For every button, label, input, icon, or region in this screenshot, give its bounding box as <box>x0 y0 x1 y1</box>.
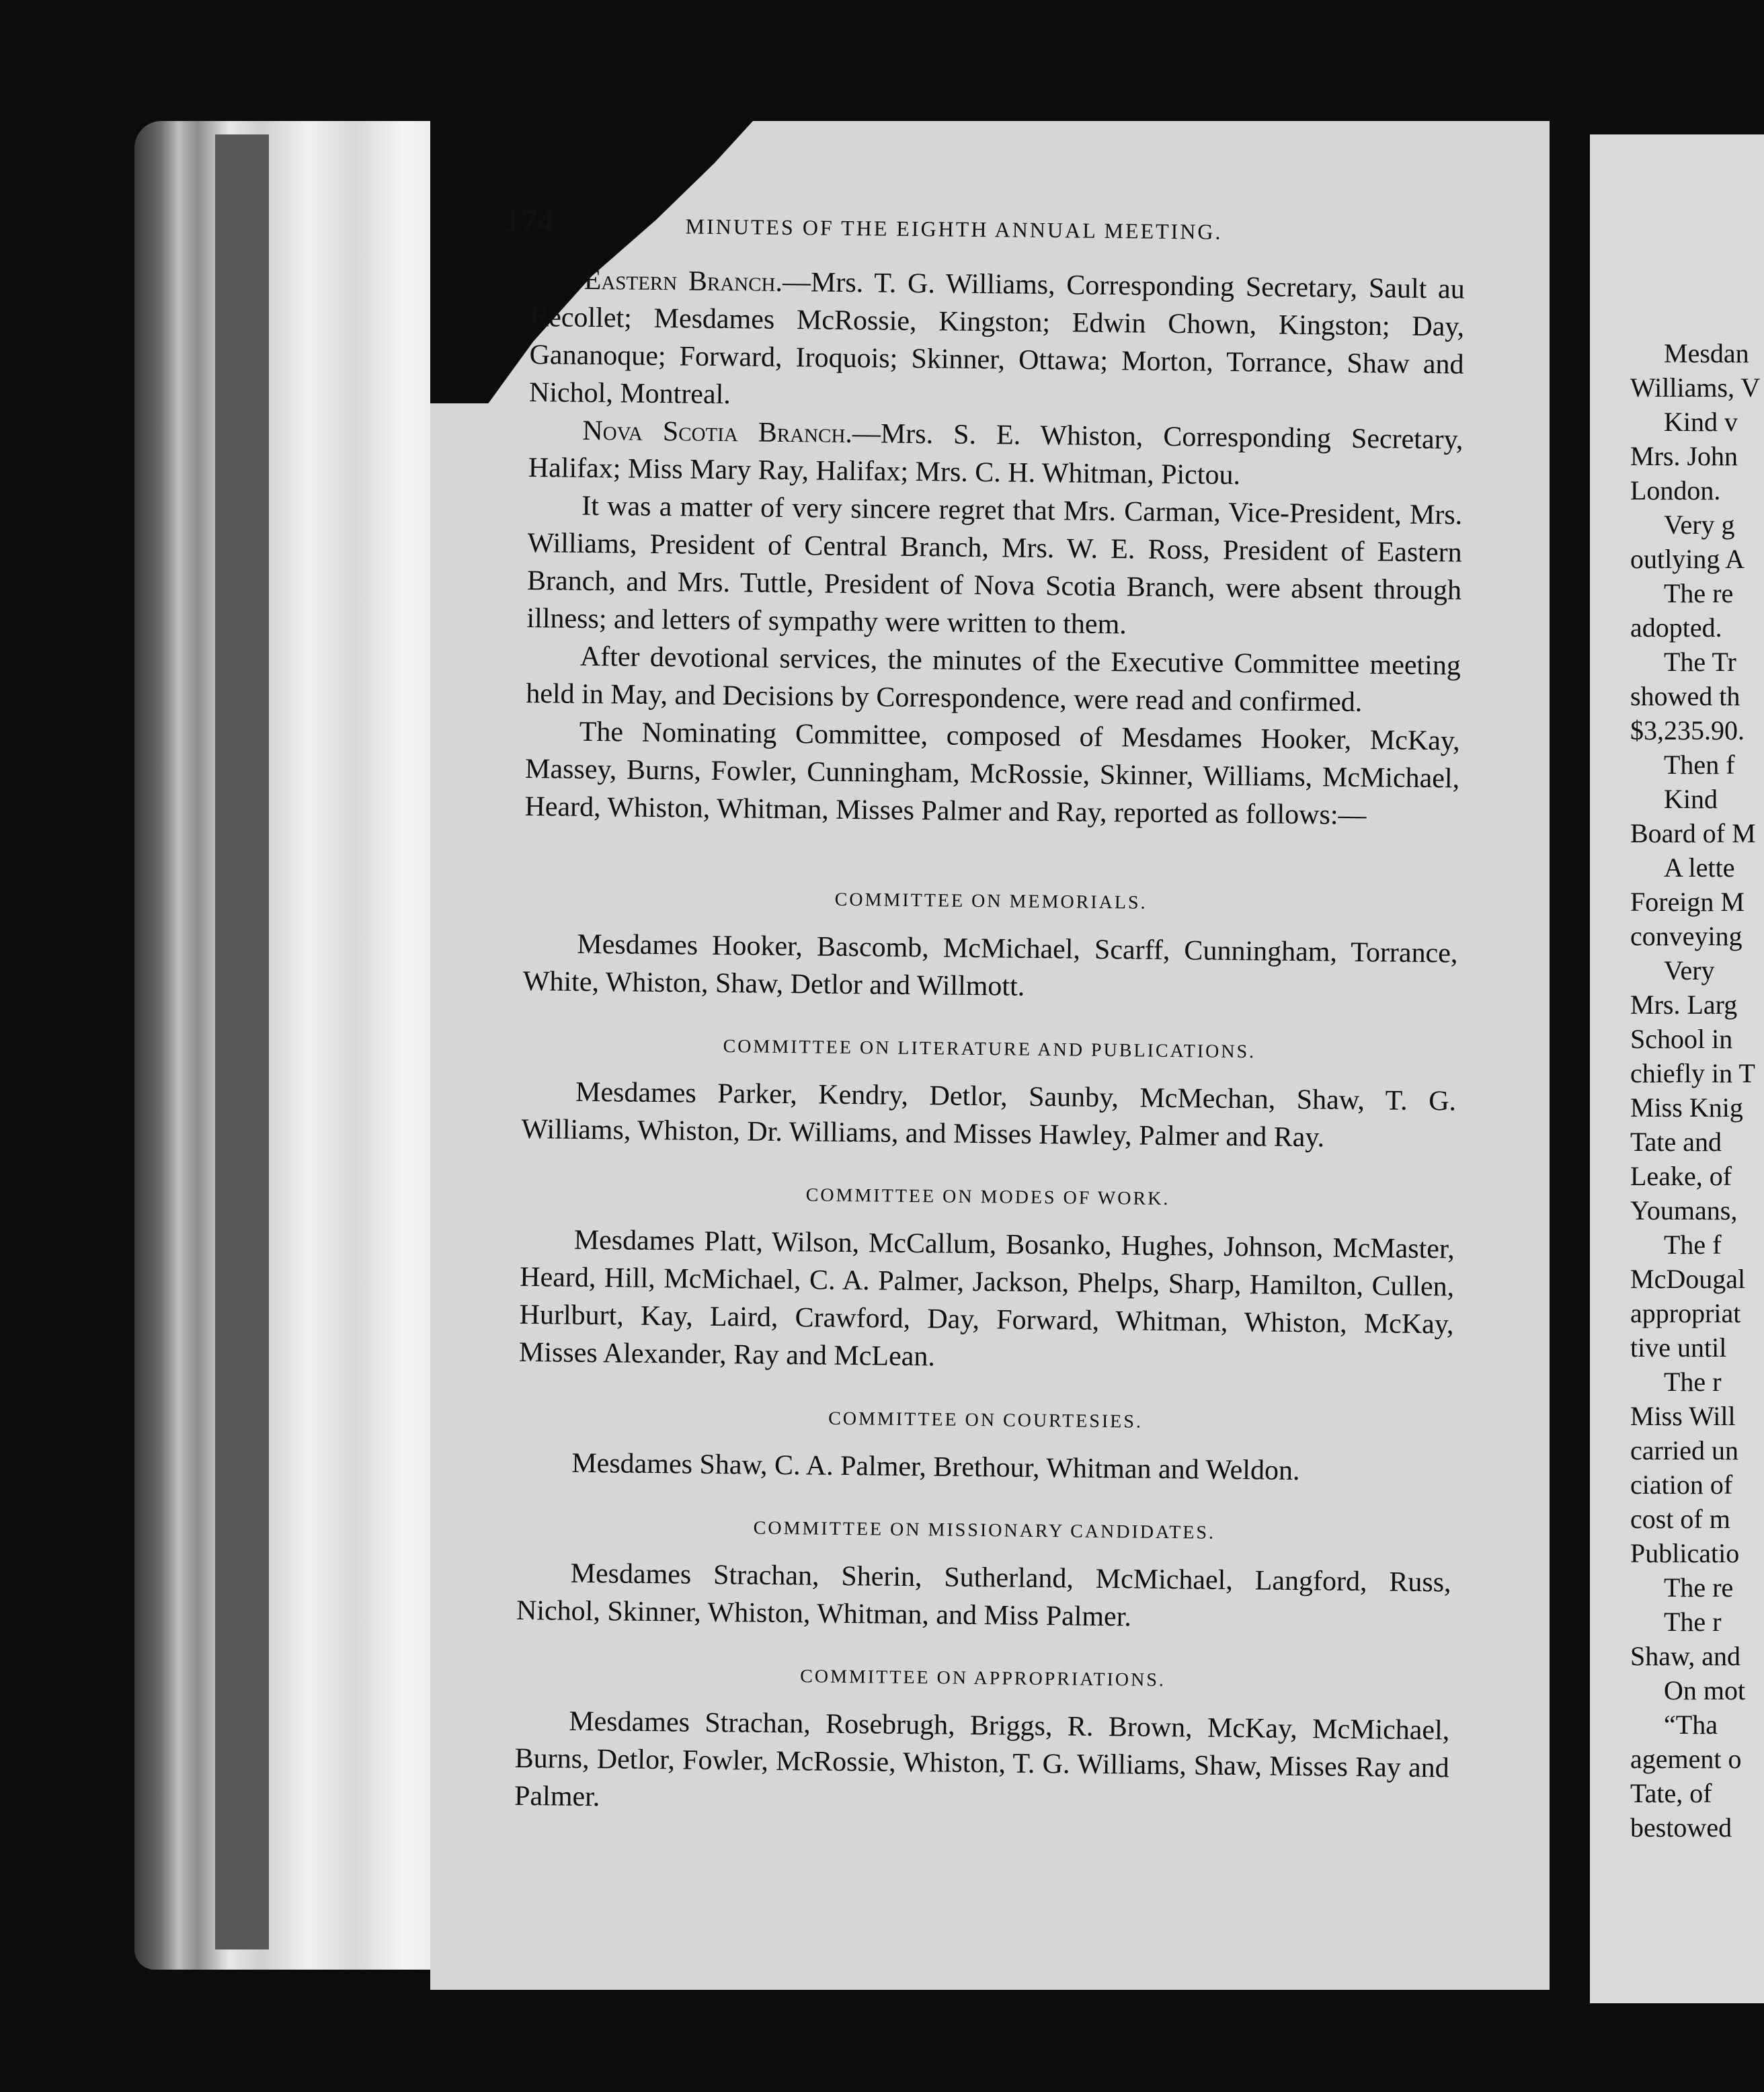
right-page-line: The f <box>1664 1230 1722 1260</box>
right-page-line: London. <box>1630 475 1721 506</box>
right-page-line: On mot <box>1664 1675 1746 1705</box>
right-page-line: School in <box>1630 1024 1733 1054</box>
right-page-text <box>1630 336 1764 1845</box>
right-page-line: Then f <box>1664 750 1735 780</box>
right-page-line: Miss Knig <box>1630 1092 1743 1123</box>
branch-name: Eastern Branch. <box>584 264 783 298</box>
right-page-line: $3,235.90. <box>1630 715 1745 746</box>
page-edges <box>134 121 450 1970</box>
page-text <box>504 201 1466 1824</box>
right-page-line: outlying A <box>1630 544 1745 574</box>
committee-members: Mesdames Shaw, C. A. Palmer, Brethour, Whitman and Weldon. <box>571 1447 1300 1487</box>
paragraph <box>526 637 1461 723</box>
right-page-line: Publicatio <box>1630 1538 1740 1568</box>
right-page-line: A lette <box>1664 852 1735 883</box>
right-page-line: Miss Will <box>1630 1401 1736 1431</box>
right-page-line: Very g <box>1664 510 1735 540</box>
right-page-line: Williams, V <box>1630 372 1761 403</box>
paragraph-text: After devotional services, the minutes of the Executive Committee meeting held in May, and Decisions by Correspondence, were read and confirmed. <box>526 641 1461 718</box>
right-page-line: Mrs. Larg <box>1630 990 1738 1020</box>
right-page-line: The re <box>1664 578 1734 608</box>
right-page-line: bestowed <box>1630 1812 1732 1843</box>
committee-members: Mesdames Strachan, Sherin, Sutherland, McMichael, Langford, Russ, Nichol, Skinner, Whiston, Whitman, and Miss Palmer. <box>516 1558 1451 1633</box>
right-page-line: Tate, of <box>1630 1778 1712 1808</box>
paragraph <box>524 713 1460 836</box>
paragraph-text: —Mrs. S. E. Whiston, Corresponding Secretary, Halifax; Miss Mary Ray, Halifax; Mrs. C. H. Whitman, Pictou. <box>528 418 1464 491</box>
right-page-line: Mesdan <box>1664 338 1749 368</box>
paragraph <box>528 411 1464 497</box>
right-page-line: agement o <box>1630 1744 1742 1774</box>
right-page-line: conveying <box>1630 921 1742 951</box>
right-page-line: The r <box>1664 1367 1722 1397</box>
right-page-line: chiefly in T <box>1630 1058 1755 1088</box>
right-page-line: cost of m <box>1630 1504 1730 1534</box>
right-page-line: Very <box>1664 955 1715 985</box>
right-page <box>1590 134 1764 2003</box>
paragraph <box>526 487 1462 647</box>
branch-name: Nova Scotia Branch. <box>582 415 853 450</box>
committee-heading: COMMITTEE ON MODES OF WORK. <box>805 1184 1170 1210</box>
right-page-line: The r <box>1664 1607 1722 1637</box>
committee-heading: COMMITTEE ON LITERATURE AND PUBLICATIONS. <box>723 1036 1256 1063</box>
right-page-line: ciation of <box>1630 1470 1733 1500</box>
committee-members: Mesdames Hooker, Bascomb, McMichael, Scarff, Cunningham, Torrance, White, Whiston, Shaw, Detlor and Willmott. <box>522 928 1458 1002</box>
paragraph-text: —Mrs. T. G. Williams, Corresponding Secretary, Sault au Recollet; Mesdames McRossie, Kingston; Edwin Chown, Kingston; Day, Gananoque; Forward, Iroquois; Skinner, Ottawa; Morton, Torrance, Shaw and Nichol, Montreal. <box>528 266 1465 411</box>
right-page-line: Kind <box>1664 784 1718 814</box>
right-page-line: tive until <box>1630 1332 1727 1363</box>
right-page-line: carried un <box>1630 1435 1739 1465</box>
page-header <box>504 201 1466 259</box>
right-page-line: appropriat <box>1630 1298 1741 1328</box>
running-title: MINUTES OF THE EIGHTH ANNUAL MEETING. <box>685 214 1223 244</box>
right-page-line: showed th <box>1630 681 1740 711</box>
right-page-line: Youmans, <box>1630 1195 1738 1225</box>
right-page-line: Tate and <box>1630 1127 1722 1157</box>
paragraph-text: It was a matter of very sincere regret that Mrs. Carman, Vice-President, Mrs. Williams, President of Central Branch, Mrs. W. E. Ross, President of Eastern Branch, and Mrs. Tuttle, President of Nova Scotia Branch, were absent through illness; and letters of sympathy were written to them. <box>526 490 1463 641</box>
right-page-line: Kind v <box>1664 407 1738 437</box>
right-page-line: Foreign M <box>1630 887 1745 917</box>
right-page-line: The re <box>1664 1572 1734 1603</box>
right-page-line: Leake, of <box>1630 1161 1732 1191</box>
right-page-line: Mrs. John <box>1630 441 1738 471</box>
committee-heading: COMMITTEE ON APPROPRIATIONS. <box>800 1666 1166 1691</box>
page-number: 174 <box>504 201 555 240</box>
right-page-line: adopted. <box>1630 612 1722 643</box>
committee-members: Mesdames Parker, Kendry, Detlor, Saunby, McMechan, Shaw, T. G. Williams, Whiston, Dr. Williams, and Misses Hawley, Palmer and Ray. <box>521 1076 1457 1154</box>
committee-heading: COMMITTEE ON MISSIONARY CANDIDATES. <box>753 1517 1216 1543</box>
page-edge-shadow <box>215 134 269 1949</box>
paragraph-text: The Nominating Committee, composed of Mesdames Hooker, McKay, Massey, Burns, Fowler, Cunningham, McRossie, Skinner, Williams, McMichael, Heard, Whiston, Whitman, Misses Palmer and Ray, reported as follows:— <box>524 716 1460 832</box>
right-page-line: Shaw, and <box>1630 1641 1741 1671</box>
paragraph <box>529 261 1465 421</box>
right-page-line: Board of M <box>1630 818 1756 848</box>
committee-heading: COMMITTEE ON COURTESIES. <box>828 1408 1144 1433</box>
right-page-line: “Tha <box>1664 1709 1718 1740</box>
right-page-line: McDougal <box>1630 1264 1746 1294</box>
book-gutter <box>1550 121 1590 1990</box>
right-page-line: The Tr <box>1664 647 1736 677</box>
committee-members: Mesdames Strachan, Rosebrugh, Briggs, R. Brown, McKay, McMichael, Burns, Detlor, Fowler, McRossie, Whiston, T. G. Williams, Shaw, Misses Ray and Palmer. <box>514 1705 1450 1813</box>
committee-members: Mesdames Platt, Wilson, McCallum, Bosanko, Hughes, Johnson, McMaster, Heard, Hill, McMichael, C. A. Palmer, Jackson, Phelps, Sharp, Hamilton, Cullen, Hurlburt, Kay, Laird, Crawford, Day, Forward, Whitman, Whiston, McKay, Misses Alexander, Ray and McLean. <box>518 1224 1455 1373</box>
committee-heading: COMMITTEE ON MEMORIALS. <box>834 889 1148 914</box>
